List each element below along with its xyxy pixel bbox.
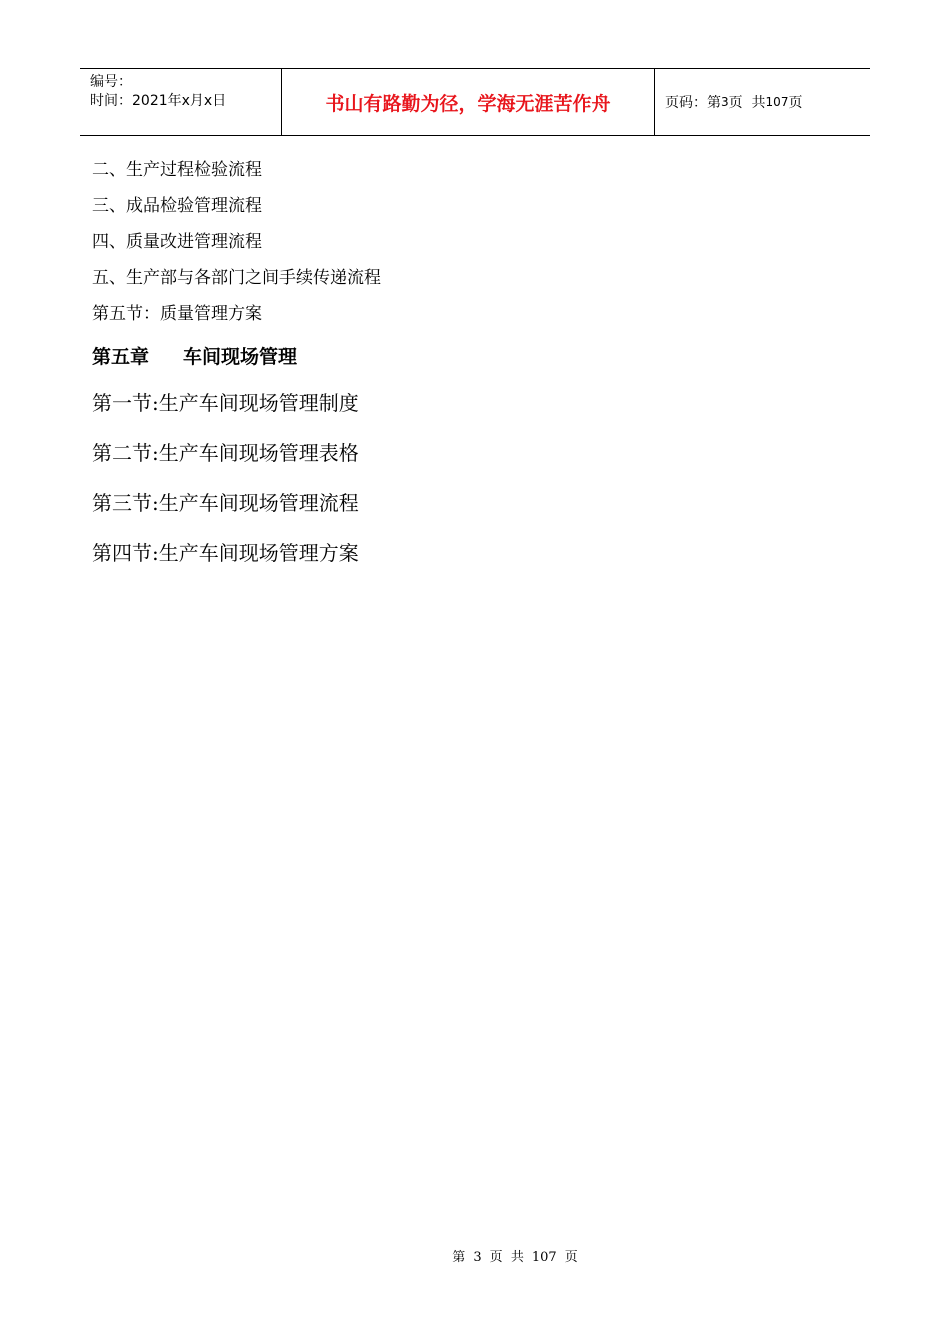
header-page-info bbox=[655, 69, 870, 135]
footer-suffix: 页 bbox=[564, 1250, 578, 1265]
page-prefix: 页码：第 bbox=[665, 95, 721, 111]
toc-item: 三、成品检验管理流程 bbox=[92, 196, 262, 216]
document-number-label: 编号： bbox=[90, 74, 132, 90]
toc-content bbox=[92, 152, 872, 578]
header-motto: 书山有路勤为径，学海无涯苦作舟 bbox=[282, 69, 655, 135]
toc-item: 第五节：质量管理方案 bbox=[92, 304, 262, 324]
page-mid: 页 共 bbox=[728, 95, 766, 111]
page-header bbox=[80, 68, 870, 136]
page-footer bbox=[0, 1246, 950, 1265]
section-item: 第二节:生产车间现场管理表格 bbox=[92, 441, 359, 465]
page-suffix: 页 bbox=[788, 95, 803, 111]
chapter-number: 第五章 bbox=[92, 346, 150, 368]
section-item: 第三节:生产车间现场管理流程 bbox=[92, 491, 359, 515]
footer-prefix: 第 bbox=[452, 1250, 466, 1265]
document-time: 时间：2021年x月x日 bbox=[90, 93, 227, 109]
footer-total: 107 bbox=[531, 1250, 557, 1265]
toc-item: 四、质量改进管理流程 bbox=[92, 232, 262, 252]
page-current: 3 bbox=[721, 95, 729, 109]
footer-mid: 页 共 bbox=[489, 1250, 524, 1265]
header-meta bbox=[80, 69, 282, 135]
page-total: 107 bbox=[765, 95, 789, 109]
toc-item: 五、生产部与各部门之间手续传递流程 bbox=[92, 268, 381, 288]
chapter-title: 车间现场管理 bbox=[183, 346, 298, 368]
section-item: 第四节:生产车间现场管理方案 bbox=[92, 541, 359, 565]
toc-item: 二、生产过程检验流程 bbox=[92, 160, 262, 180]
section-item: 第一节:生产车间现场管理制度 bbox=[92, 391, 359, 415]
chapter-heading bbox=[92, 344, 872, 370]
footer-current: 3 bbox=[473, 1250, 482, 1265]
